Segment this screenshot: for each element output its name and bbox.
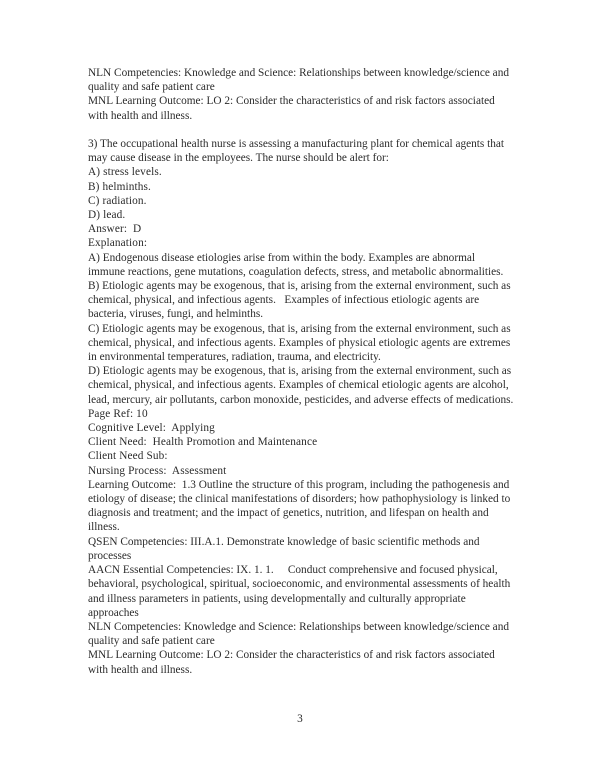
metadata-nursing-process: Nursing Process: Assessment xyxy=(88,464,227,477)
question-option-c: C) radiation. xyxy=(88,194,147,207)
metadata-page-ref: Page Ref: 10 xyxy=(88,407,148,420)
question-block xyxy=(88,137,514,407)
question-option-d: D) lead. xyxy=(88,209,126,222)
header-nln-competencies: NLN Competencies: Knowledge and Science: Relationships between knowledge/science and quality and safe patient care xyxy=(88,67,512,94)
metadata-mnl-learning-outcome: MNL Learning Outcome: LO 2: Consider the characteristics of and risk factors associated with health and illness. xyxy=(88,649,498,676)
metadata-qsen-competencies: QSEN Competencies: III.A.1. Demonstrate knowledge of basic scientific methods and processes xyxy=(88,535,483,562)
explanation-option-a: A) Endogenous disease etiologies arise from within the body. Examples are abnormal immune reactions, gene mutations, coagulation defects, stress, and metabolic abnormalities. xyxy=(88,251,504,278)
metadata-learning-outcome: Learning Outcome: 1.3 Outline the structure of this program, including the pathogenesis and etiology of disease; the clinical manifestations of disorders; how pathophysiology is linked to diagnosis and treatment; and the impact of genetics, nutrition, and lifespan on health and illness. xyxy=(88,478,514,534)
metadata-block xyxy=(88,407,514,677)
metadata-client-need-sub: Client Need Sub: xyxy=(88,450,168,463)
explanation-label: Explanation: xyxy=(88,237,148,250)
question-stem: 3) The occupational health nurse is assessing a manufacturing plant for chemical agents that may cause disease in the employees. The nurse should be alert for: xyxy=(88,138,507,165)
metadata-nln-competencies: NLN Competencies: Knowledge and Science: Relationships between knowledge/science and quality and safe patient care xyxy=(88,620,512,648)
page-number: 3 xyxy=(297,713,303,725)
answer-label: Answer: D xyxy=(88,223,142,236)
question-option-b: B) helminths. xyxy=(88,180,151,193)
block-spacer xyxy=(88,123,514,137)
header-competencies-block xyxy=(88,66,514,123)
explanation-option-c: C) Etiologic agents may be exogenous, that is, arising from the external environment, such as chemical, physical, and infectious agents. Examples of physical etiologic agents are extremes in environmental temperatures, radiation, trauma, and electricity. xyxy=(88,322,514,364)
question-option-a: A) stress levels. xyxy=(88,166,162,179)
explanation-option-d: D) Etiologic agents may be exogenous, that is, arising from the external environment, such as chemical, physical, and infectious agents. Examples of chemical etiologic agents are alcohol, lead, mercury, air pollutants, carbon monoxide, pesticides, and adverse effects of medications. xyxy=(88,365,515,406)
page-content xyxy=(88,66,514,677)
metadata-cognitive-level: Cognitive Level: Applying xyxy=(88,422,215,435)
explanation-option-b: B) Etiologic agents may be exogenous, that is, arising from the external environment, such as chemical, physical, and infectious agents. Examples of infectious etiologic agents are bacteria, viruses, fungi, and helminths. xyxy=(88,280,514,321)
header-mnl-learning-outcome: MNL Learning Outcome: LO 2: Consider the characteristics of and risk factors associated with health and illness. xyxy=(88,95,498,122)
metadata-aacn-essential-competencies: AACN Essential Competencies: IX. 1. 1. Conduct comprehensive and focused physical, behavioral, psychological, spiritual, socioeconomic, and environmental assessments of health and illness parameters in patients, using developmentally and culturally appropriate approaches xyxy=(88,564,514,619)
metadata-client-need: Client Need: Health Promotion and Maintenance xyxy=(88,436,318,449)
